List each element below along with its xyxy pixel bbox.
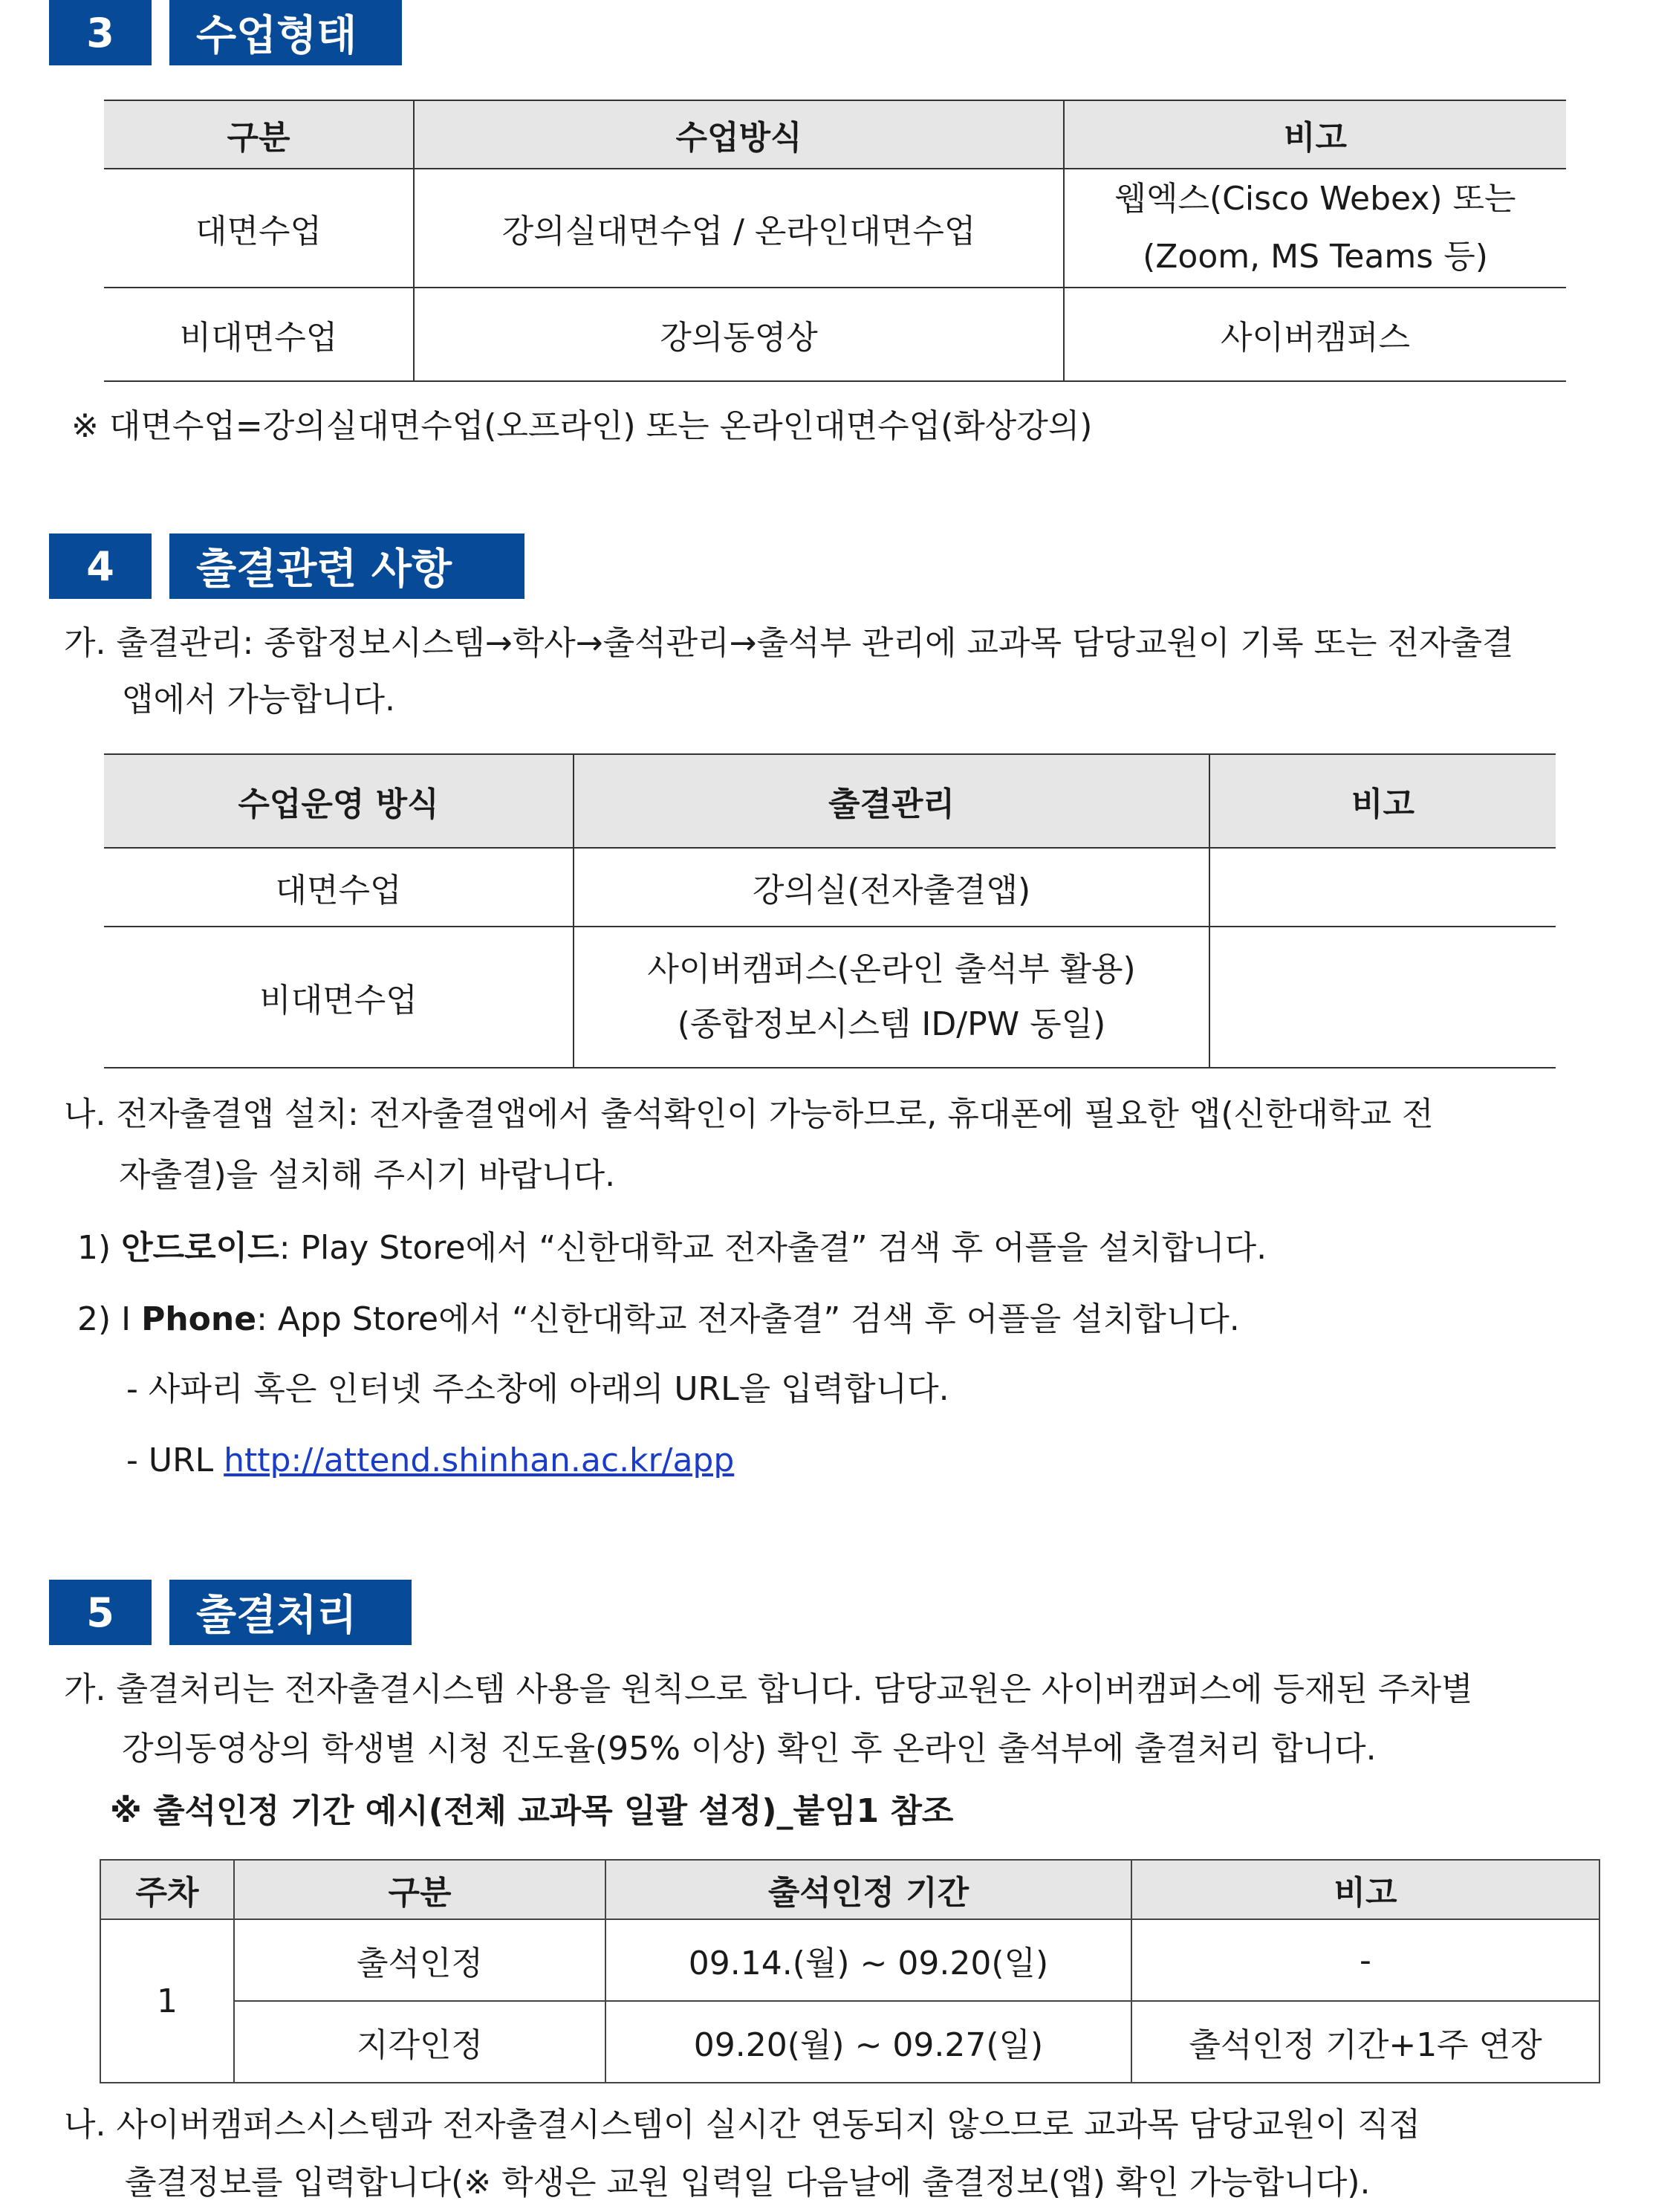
instruction-text: : App Store에서 “신한대학교 전자출결” 검색 후 어플을 설치합니다. <box>256 1300 1240 1338</box>
table-cell: 09.20(월) ~ 09.27(일) <box>605 2001 1131 2083</box>
section-5-number: 5 <box>49 1580 152 1645</box>
paragraph: 가. 출결관리: 종합정보시스템→학사→출석관리→출석부 관리에 교과목 담당교원이 기록 또는 전자출결 <box>64 624 1514 662</box>
table-cell: 출석인정 기간+1주 연장 <box>1131 2001 1599 2083</box>
section-5-title: 출결처리 <box>169 1580 412 1645</box>
table-cell: 대면수업 <box>104 848 574 927</box>
section-3-title: 수업형태 <box>169 0 402 65</box>
instruction-text: : Play Store에서 “신한대학교 전자출결” 검색 후 어플을 설치합니다. <box>279 1229 1267 1267</box>
table-cell: 사이버캠퍼스 <box>1064 288 1566 381</box>
section-3-number: 3 <box>49 0 152 65</box>
table-header: 수업방식 <box>414 100 1064 169</box>
section-4-title: 출결관련 사항 <box>169 533 524 599</box>
table-cell: 강의실(전자출결앱) <box>574 848 1209 927</box>
table-row <box>104 169 1566 288</box>
table-cell: - <box>1131 1919 1599 2001</box>
table-header: 구분 <box>104 100 414 169</box>
week-cell: 1 <box>100 1919 234 2083</box>
iphone-instruction <box>77 1300 1240 1340</box>
class-type-table <box>104 100 1566 382</box>
table-header: 수업운영 방식 <box>104 754 574 848</box>
table-cell: 강의동영상 <box>414 288 1064 381</box>
table-cell <box>1064 169 1566 288</box>
table-cell: 09.14.(월) ~ 09.20(일) <box>605 1919 1131 2001</box>
paragraph: 앱에서 가능합니다. <box>122 681 396 719</box>
table-header-row <box>104 100 1566 169</box>
table-row <box>104 848 1556 927</box>
table-header-row <box>100 1860 1599 1919</box>
section-4-number: 4 <box>49 533 152 599</box>
paragraph: 가. 출결처리는 전자출결시스템 사용을 원칙으로 합니다. 담당교원은 사이버캠퍼스에 등재된 주차별 <box>64 1670 1473 1708</box>
table-row <box>104 288 1566 381</box>
section-3-footnote: ※ 대면수업=강의실대면수업(오프라인) 또는 온라인대면수업(화상강의) <box>71 407 1093 445</box>
android-label: 안드로이드 <box>121 1229 279 1267</box>
table-cell: 지각인정 <box>234 2001 605 2083</box>
mgmt-line: (종합정보시스템 ID/PW 동일) <box>677 1005 1106 1043</box>
paragraph: 자출결)을 설치해 주시기 바랍니다. <box>119 1156 616 1194</box>
table-cell: 출석인정 <box>234 1919 605 2001</box>
attendance-mgmt-table <box>104 753 1556 1068</box>
table-header: 주차 <box>100 1860 234 1919</box>
paragraph: 나. 전자출결앱 설치: 전자출결앱에서 출석확인이 가능하므로, 휴대폰에 필요한 앱(신한대학교 전 <box>64 1095 1434 1133</box>
url-label: - URL <box>126 1441 224 1479</box>
paragraph: 강의동영상의 학생별 시청 진도율(95% 이상) 확인 후 온라인 출석부에 출결처리 합니다. <box>122 1730 1377 1768</box>
table-cell: 비대면수업 <box>104 288 414 381</box>
url-line <box>126 1441 734 1481</box>
table-cell <box>1209 848 1556 927</box>
table-row <box>100 2001 1599 2083</box>
paragraph: 출결정보를 입력합니다(※ 학생은 교원 입력일 다음날에 출결정보(앱) 확인 가능합니다). <box>125 2164 1371 2202</box>
table-cell: 대면수업 <box>104 169 414 288</box>
attendance-app-link[interactable]: http://attend.shinhan.ac.kr/app <box>224 1441 735 1479</box>
table-cell <box>574 927 1209 1068</box>
table-cell: 비대면수업 <box>104 927 574 1068</box>
safari-instruction: - 사파리 혹은 인터넷 주소창에 아래의 URL을 입력합니다. <box>126 1370 949 1408</box>
list-number: 1) <box>77 1229 122 1267</box>
table-header: 출석인정 기간 <box>605 1860 1131 1919</box>
list-number: 2) I <box>77 1300 142 1338</box>
table-header: 구분 <box>234 1860 605 1919</box>
table-header: 출결관리 <box>574 754 1209 848</box>
table-header: 비고 <box>1064 100 1566 169</box>
android-instruction <box>77 1229 1267 1268</box>
table-cell: 강의실대면수업 / 온라인대면수업 <box>414 169 1064 288</box>
table-row <box>100 1919 1599 2001</box>
table-header: 비고 <box>1209 754 1556 848</box>
note-line: (Zoom, MS Teams 등) <box>1143 238 1488 276</box>
note-line: 웹엑스(Cisco Webex) 또는 <box>1114 180 1516 218</box>
table-header: 비고 <box>1131 1860 1599 1919</box>
table-cell <box>1209 927 1556 1068</box>
iphone-label: Phone <box>141 1300 257 1338</box>
table-row <box>104 927 1556 1068</box>
paragraph: 나. 사이버캠퍼스시스템과 전자출결시스템이 실시간 연동되지 않으므로 교과목 담당교원이 직접 <box>64 2106 1421 2144</box>
attendance-period-note: ※ 출석인정 기간 예시(전체 교과목 일괄 설정)_붙임1 참조 <box>110 1792 954 1830</box>
attendance-period-table <box>100 1859 1600 2083</box>
table-header-row <box>104 754 1556 848</box>
mgmt-line: 사이버캠퍼스(온라인 출석부 활용) <box>647 950 1136 988</box>
